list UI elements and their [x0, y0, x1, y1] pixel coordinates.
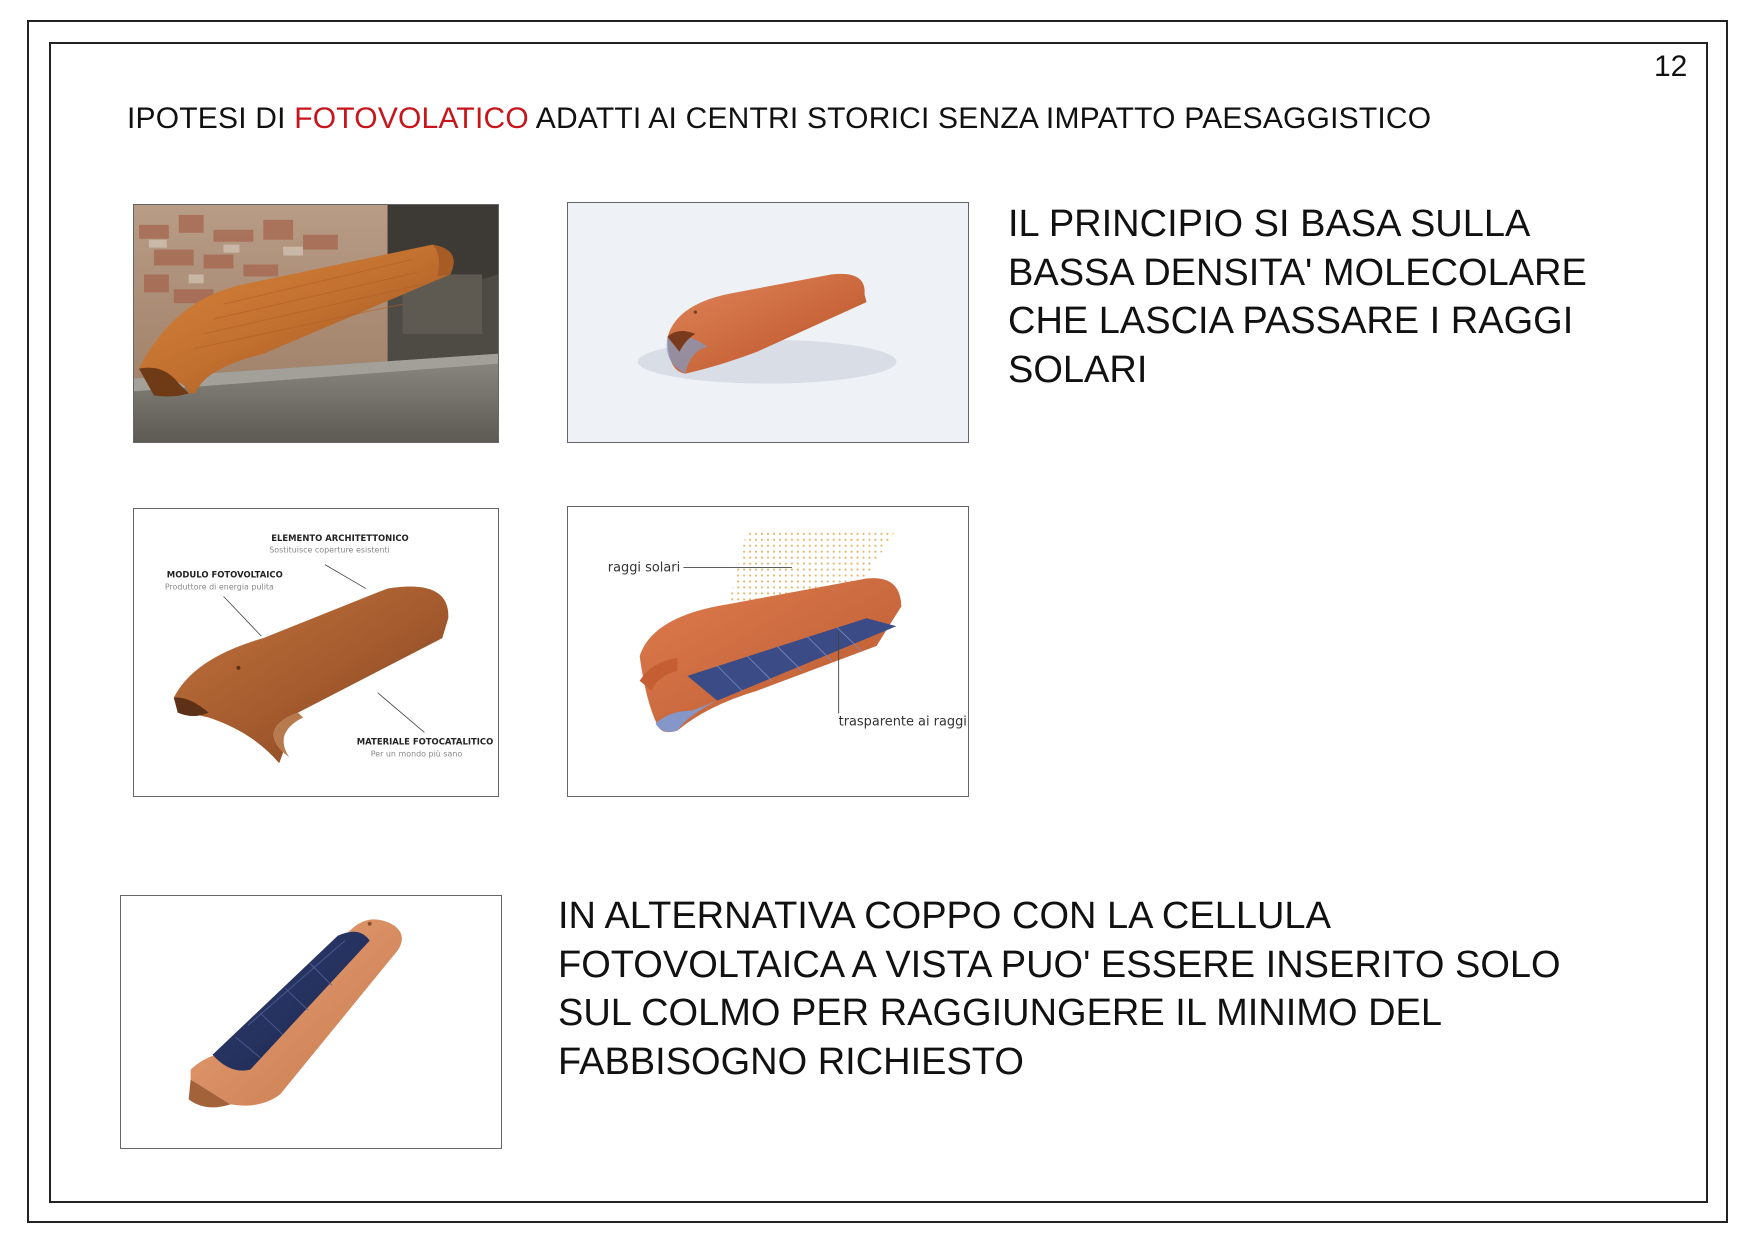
alternative-line: SUL COLMO PER RAGGIUNGERE IL MINIMO DEL — [558, 992, 1443, 1034]
principle-line: CHE LASCIA PASSARE I RAGGI — [1008, 300, 1574, 342]
title-accent: FOTOVOLATICO — [294, 102, 529, 135]
alternative-text — [558, 892, 1561, 1086]
page-number: 12 — [1654, 50, 1688, 83]
title-prefix: IPOTESI DI — [127, 102, 295, 135]
principle-text — [1008, 200, 1587, 394]
label-elemento-sub: Sostituisce coperture esistenti — [269, 545, 390, 555]
alternative-line: FABBISOGNO RICHIESTO — [558, 1040, 1024, 1083]
principle-line: SOLARI — [1008, 348, 1148, 391]
tile-city-photo — [133, 204, 499, 443]
tile-render-illustration — [568, 203, 968, 442]
solar-rays-diagram — [567, 506, 969, 797]
solar-rays-illustration — [568, 507, 968, 796]
pv-tile-photo — [120, 895, 502, 1149]
label-modulo-sub: Produttore di energia pulita — [164, 582, 274, 592]
label-elemento: ELEMENTO ARCHITETTONICO — [271, 532, 409, 543]
alternative-line: IN ALTERNATIVA COPPO CON LA CELLULA — [558, 895, 1331, 937]
label-materiale: MATERIALE FOTOCATALITICO — [356, 736, 494, 747]
label-materiale-sub: Per un mondo più sano — [370, 749, 463, 759]
tile-city-illustration — [134, 205, 498, 442]
tile-component-diagram — [133, 508, 499, 797]
page-title — [127, 102, 1431, 136]
title-suffix: ADATTI AI CENTRI STORICI SENZA IMPATTO PAESAGGISTICO — [528, 102, 1432, 135]
label-trasparente: trasparente ai raggi — [838, 714, 967, 730]
tile-diagram-illustration — [134, 509, 498, 796]
principle-line: BASSA DENSITA' MOLECOLARE — [1008, 251, 1587, 294]
label-raggi: raggi solari — [607, 560, 681, 576]
principle-line: IL PRINCIPIO SI BASA SULLA — [1008, 203, 1531, 245]
pv-tile-illustration — [121, 896, 501, 1148]
alternative-line: FOTOVOLTAICA A VISTA PUO' ESSERE INSERITO SOLO — [558, 943, 1561, 986]
label-modulo: MODULO FOTOVOLTAICO — [166, 569, 283, 580]
tile-render-photo — [567, 202, 969, 443]
